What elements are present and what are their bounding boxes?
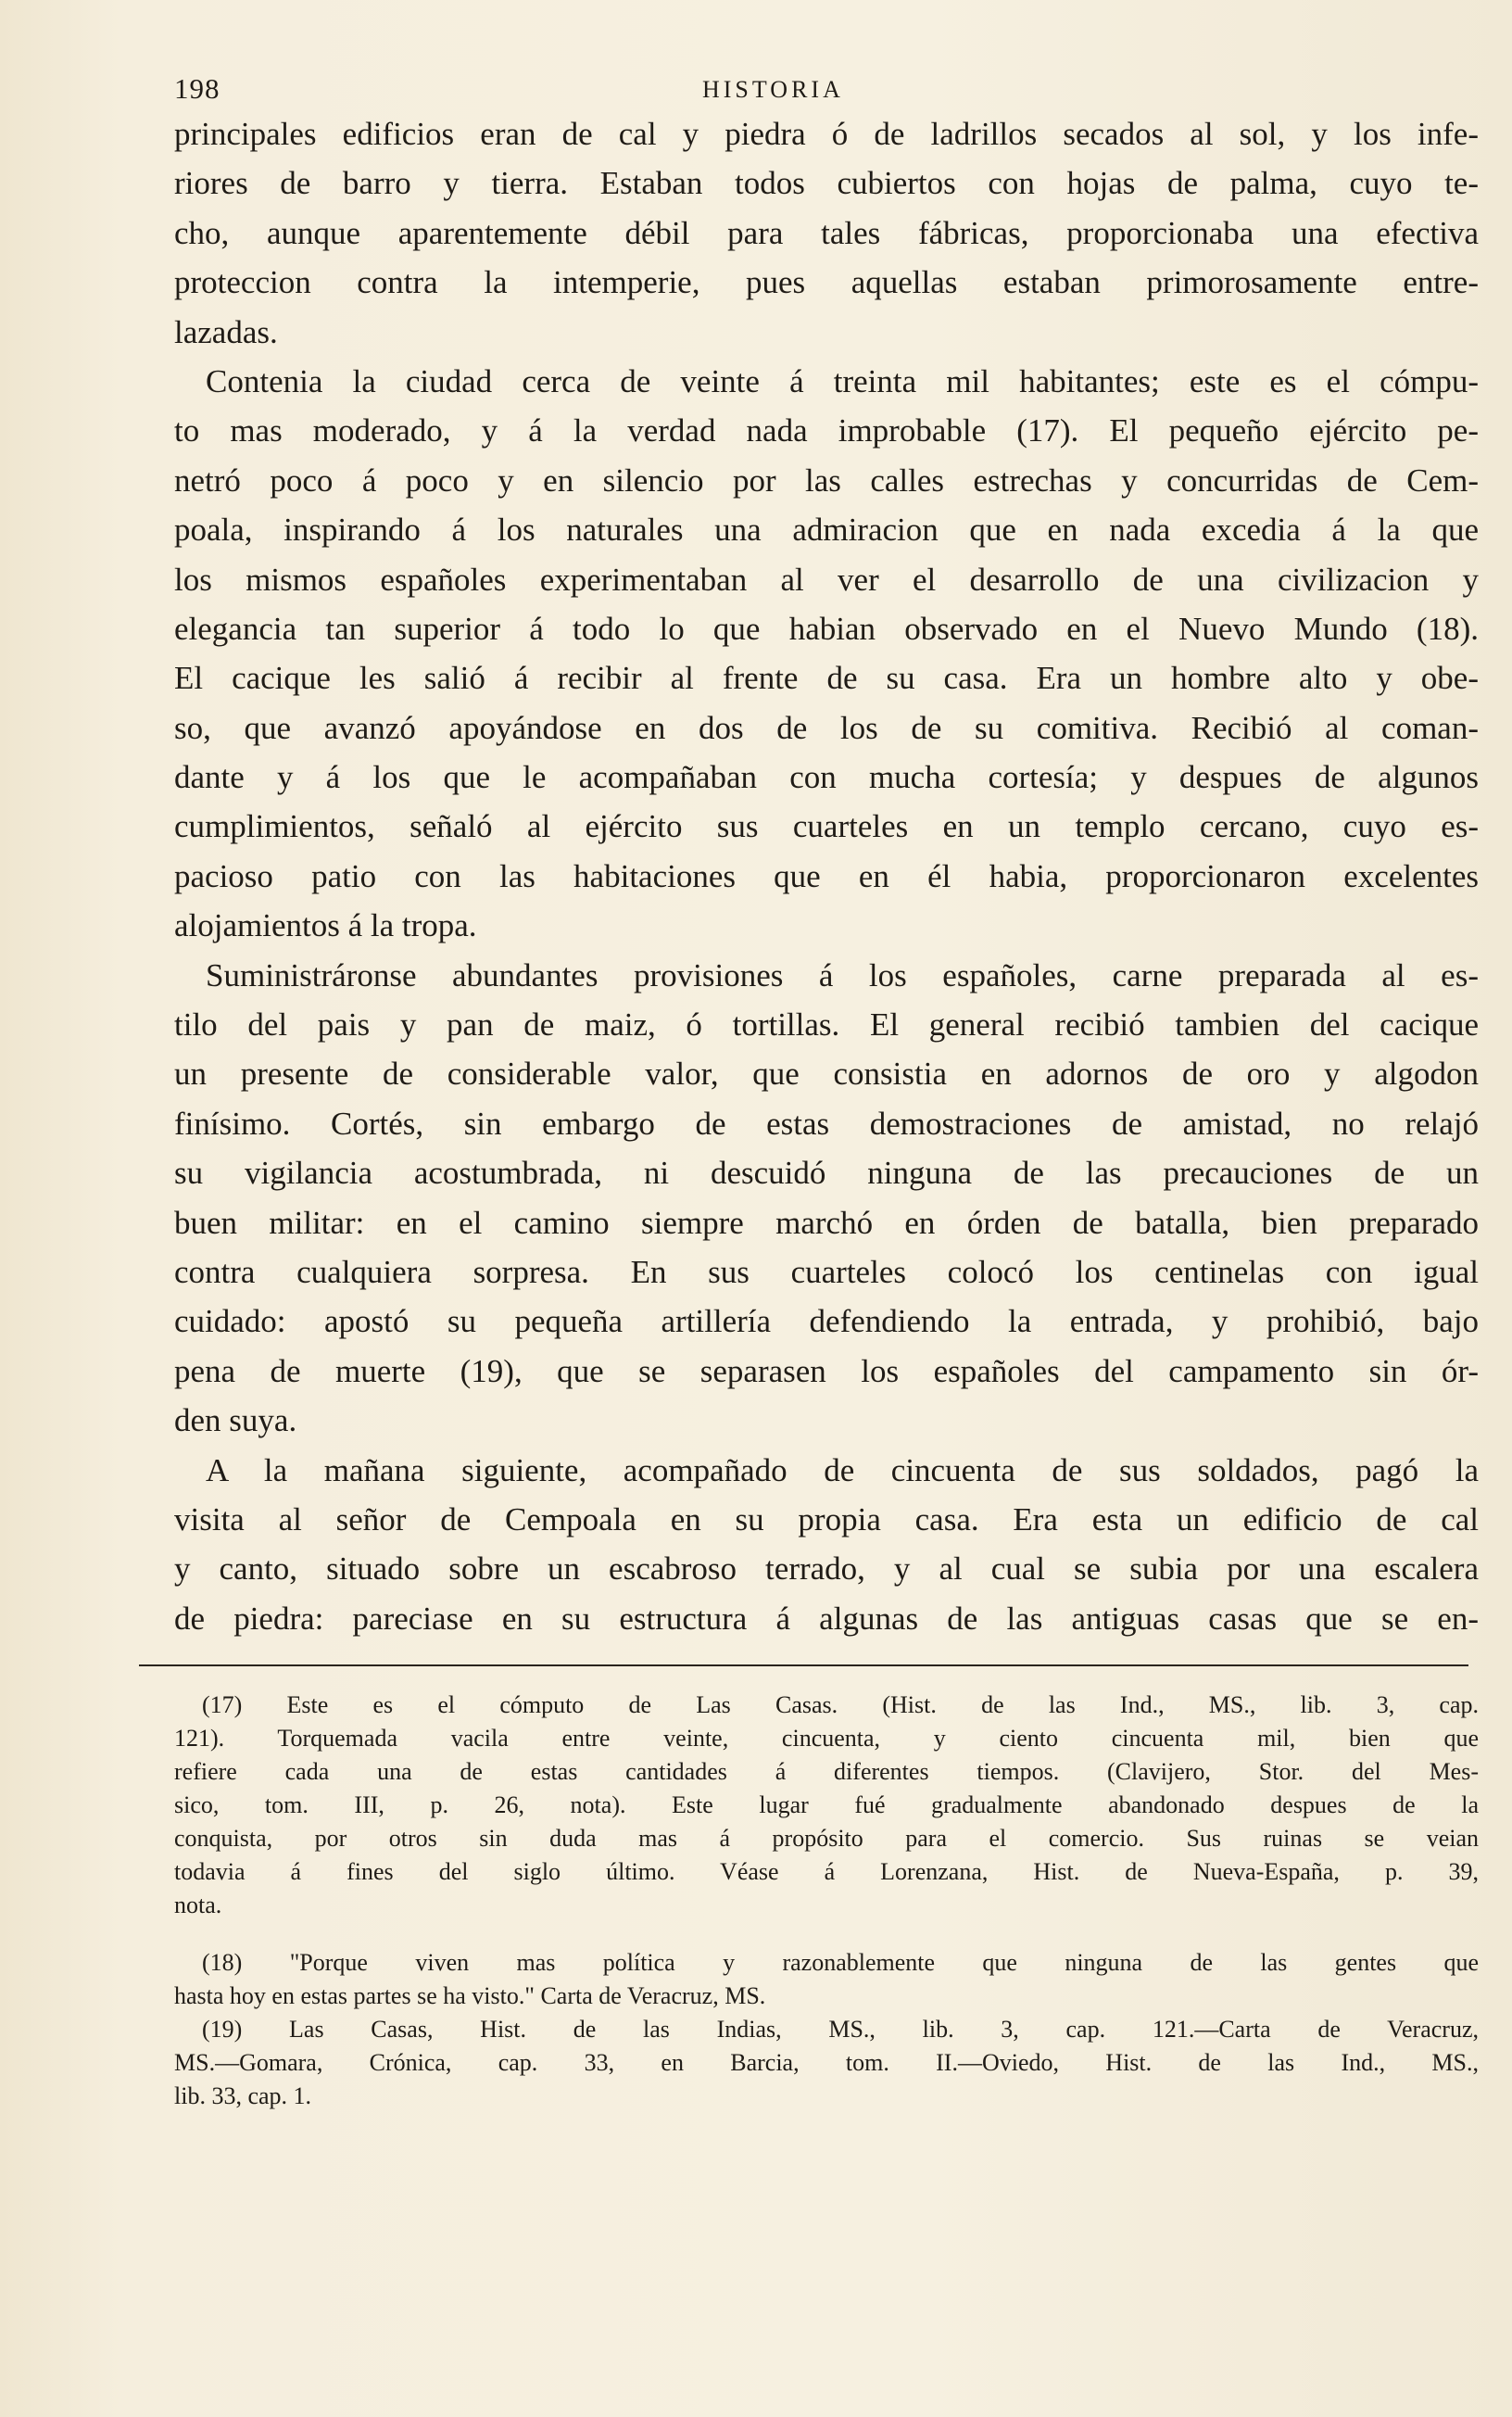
body-line: elegancia tan superior á todo lo que habian observado en el Nuevo Mundo (18). <box>174 610 1479 647</box>
footnote-line: nota. <box>174 1892 222 1918</box>
body-line: den suya. <box>174 1402 297 1439</box>
body-line: su vigilancia acostumbrada, ni descuidó ninguna de las precauciones de un <box>174 1155 1479 1192</box>
body-line: netró poco á poco y en silencio por las calles estrechas y concurridas de Cem- <box>174 462 1479 499</box>
body-line: y canto, situado sobre un escabroso terrado, y al cual se subia por una escalera <box>174 1550 1479 1588</box>
body-line: Suministráronse abundantes provisiones á los españoles, carne preparada al es- <box>206 956 1479 993</box>
body-line: to mas moderado, y á la verdad nada improbable (17). El pequeño ejército pe- <box>174 412 1479 449</box>
body-line: A la mañana siguiente, acompañado de cincuenta de sus soldados, pagó la <box>206 1451 1479 1488</box>
body-line: los mismos españoles experimentaban al ver el desarrollo de una civilizacion y <box>174 561 1479 598</box>
body-line: pena de muerte (19), que se separasen los españoles del campamento sin ór- <box>174 1352 1479 1389</box>
footnote-line: todavia á fines del siglo último. Véase á Lorenzana, Hist. de Nueva-España, p. 39, <box>174 1858 1479 1885</box>
body-line: cho, aunque aparentemente débil para tales fábricas, proporcionaba una efectiva <box>174 214 1479 251</box>
body-line: de piedra: pareciase en su estructura á algunas de las antiguas casas que se en- <box>174 1600 1479 1637</box>
body-line: riores de barro y tierra. Estaban todos cubiertos con hojas de palma, cuyo te- <box>174 165 1479 202</box>
body-line: dante y á los que le acompañaban con mucha cortesía; y despues de algunos <box>174 759 1479 796</box>
footnote-gap <box>174 1922 1479 1946</box>
body-line: buen militar: en el camino siempre marchó en órden de batalla, bien preparado <box>174 1204 1479 1241</box>
footnote-line: (18) "Porque viven mas política y razonablemente que ninguna de las gentes que <box>202 1949 1479 1976</box>
body-line: Contenia la ciudad cerca de veinte á treinta mil habitantes; este es el cómpu- <box>206 362 1479 399</box>
footnote-line: MS.—Gomara, Crónica, cap. 33, en Barcia, tom. II.—Oviedo, Hist. de las Ind., MS., <box>174 2049 1479 2076</box>
footnote-line: conquista, por otros sin duda mas á propósito para el comercio. Sus ruinas se veian <box>174 1825 1479 1852</box>
footnote-line: refiere cada una de estas cantidades á diferentes tiempos. (Clavijero, Stor. del Mes- <box>174 1758 1479 1785</box>
body-line: un presente de considerable valor, que consistia en adornos de oro y algodon <box>174 1056 1479 1093</box>
body-line: principales edificios eran de cal y piedra ó de ladrillos secados al sol, y los infe- <box>174 116 1479 152</box>
body-line: El cacique les salió á recibir al frente de su casa. Era un hombre alto y obe- <box>174 660 1479 697</box>
body-line: so, que avanzó apoyándose en dos de los de su comitiva. Recibió al coman- <box>174 709 1479 746</box>
body-line: visita al señor de Cempoala en su propia casa. Era esta un edificio de cal <box>174 1500 1479 1538</box>
body-line: poala, inspirando á los naturales una admiracion que en nada excedia á la que <box>174 512 1479 549</box>
page-number: 198 <box>174 72 220 105</box>
footnote-line: hasta hoy en estas partes se ha visto." Carta de Veracruz, MS. <box>174 1982 766 2009</box>
body-line: cuidado: apostó su pequeña artillería defendiendo la entrada, y prohibió, bajo <box>174 1303 1479 1340</box>
body-line: pacioso patio con las habitaciones que en él habia, proporcionaron excelentes <box>174 857 1479 894</box>
footnote-divider <box>139 1664 1468 1666</box>
body-line: lazadas. <box>174 313 278 350</box>
page-header <box>174 72 1480 109</box>
body-line: cumplimientos, señaló al ejército sus cuarteles en un templo cercano, cuyo es- <box>174 808 1479 845</box>
footnotes <box>174 1689 1479 2113</box>
body-line: proteccion contra la intemperie, pues aquellas estaban primorosamente entre- <box>174 264 1479 301</box>
footnote-line: (19) Las Casas, Hist. de las Indias, MS., lib. 3, cap. 121.—Carta de Veracruz, <box>202 2016 1479 2043</box>
running-head: HISTORIA <box>702 76 844 103</box>
body-line: finísimo. Cortés, sin embargo de estas demostraciones de amistad, no relajó <box>174 1105 1479 1142</box>
body-text <box>174 109 1479 1643</box>
footnote-line: lib. 33, cap. 1. <box>174 2082 312 2109</box>
footnote-line: (17) Este es el cómputo de Las Casas. (Hist. de las Ind., MS., lib. 3, cap. <box>202 1691 1479 1718</box>
body-line: alojamientos á la tropa. <box>174 907 477 944</box>
body-line: tilo del pais y pan de maiz, ó tortillas. El general recibió tambien del cacique <box>174 1006 1479 1044</box>
footnote-line: sico, tom. III, p. 26, nota). Este lugar fué gradualmente abandonado despues de la <box>174 1791 1479 1818</box>
body-line: contra cualquiera sorpresa. En sus cuarteles colocó los centinelas con igual <box>174 1253 1479 1290</box>
footnote-line: 121). Torquemada vacila entre veinte, cincuenta, y ciento cincuenta mil, bien que <box>174 1725 1479 1752</box>
